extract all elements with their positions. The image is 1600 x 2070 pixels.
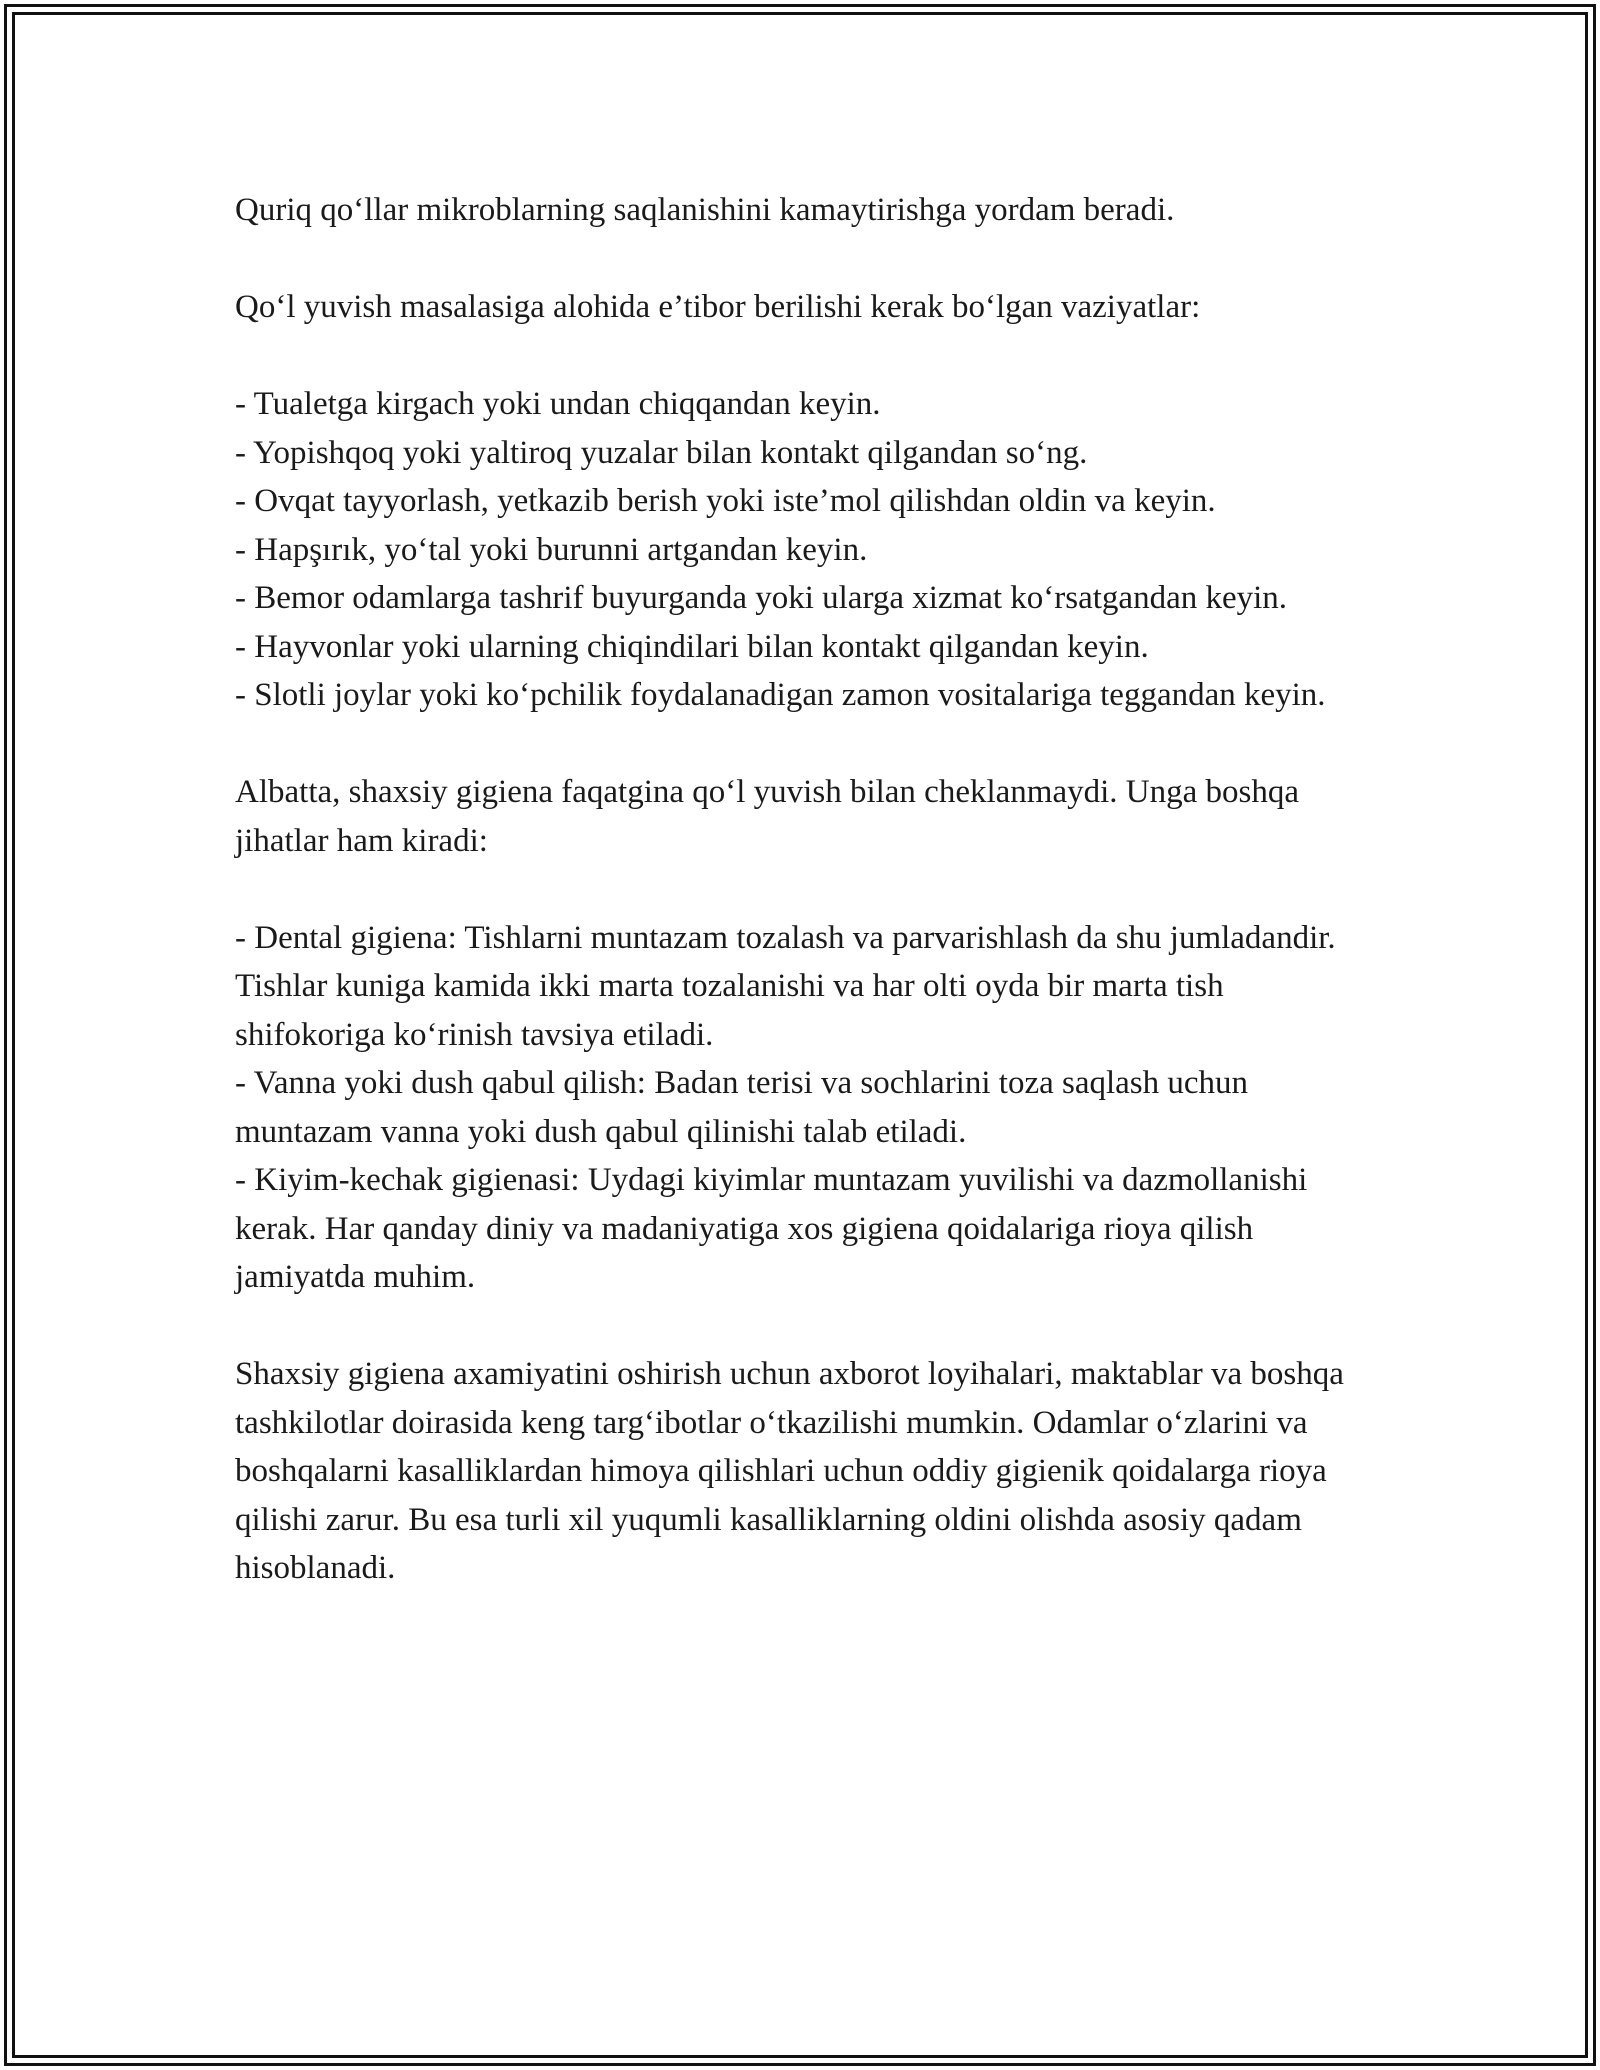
- list-item: - Slotli joylar yoki ko‘pchilik foydalanadigan zamon vositalariga teggandan keyin.: [235, 677, 1326, 713]
- paragraph-handwashing-situations-intro: Qo‘l yuvish masalasiga alohida e’tibor berilishi kerak bo‘lgan vaziyatlar:: [235, 289, 1201, 325]
- list-item: - Vanna yoki dush qabul qilish: Badan terisi va sochlarini toza saqlash uchun muntazam vanna yoki dush qabul qilinishi talab etiladi.: [235, 1065, 1249, 1150]
- list-item: - Yopishqoq yoki yaltiroq yuzalar bilan kontakt qilgandan so‘ng.: [235, 434, 1088, 471]
- paragraph-conclusion: Shaxsiy gigiena axamiyatini oshirish uchun axborot loyihalari, maktablar va boshqa tashkilotlar doirasida keng targ‘ibotlar o‘tkazilishi mumkin. Odamlar o‘zlarini va boshqalarni kasalliklardan himoya qilishlari uchun oddiy gigienik qoidalarga rioya qilishi zarur. Bu esa turli xil yuqumli kasalliklarning oldini olishda asosiy qadam hisoblanadi.: [235, 1356, 1344, 1586]
- list-item: - Dental gigiena: Tishlarni muntazam tozalash va parvarishlash da shu jumladandir. Tishlar kuniga kamida ikki marta tozalanishi va har olti oyda bir marta tish shifokoriga ko‘rinish tavsiya etiladi.: [235, 919, 1336, 1053]
- list-item: - Kiyim-kechak gigienasi: Uydagi kiyimlar muntazam yuvilishi va dazmollanishi kerak. Har qanday diniy va madaniyatiga xos gigiena qoidalariga rioya qilish jamiyatda muhim.: [235, 1162, 1308, 1295]
- list-item: - Hapşırık, yo‘tal yoki burunni artgandan keyin.: [235, 531, 868, 568]
- paragraph-hygiene-aspects-intro: Albatta, shaxsiy gigiena faqatgina qo‘l yuvish bilan cheklanmaydi. Unga boshqa jihatlar ham kiradi:: [235, 774, 1299, 859]
- list-item: - Hayvonlar yoki ularning chiqindilari bilan kontakt qilgandan keyin.: [235, 628, 1149, 665]
- paragraph-dry-hands: Quriq qo‘llar mikroblarning saqlanishini kamaytirishga yordam beradi.: [235, 192, 1175, 228]
- document-body: [235, 186, 1380, 1641]
- list-item: - Tualetga kirgach yoki undan chiqqandan keyin.: [235, 386, 881, 422]
- list-item: - Ovqat tayyorlash, yetkazib berish yoki iste’mol qilishdan oldin va keyin.: [235, 483, 1216, 519]
- list-item: - Bemor odamlarga tashrif buyurganda yoki ularga xizmat ko‘rsatgandan keyin.: [235, 580, 1288, 616]
